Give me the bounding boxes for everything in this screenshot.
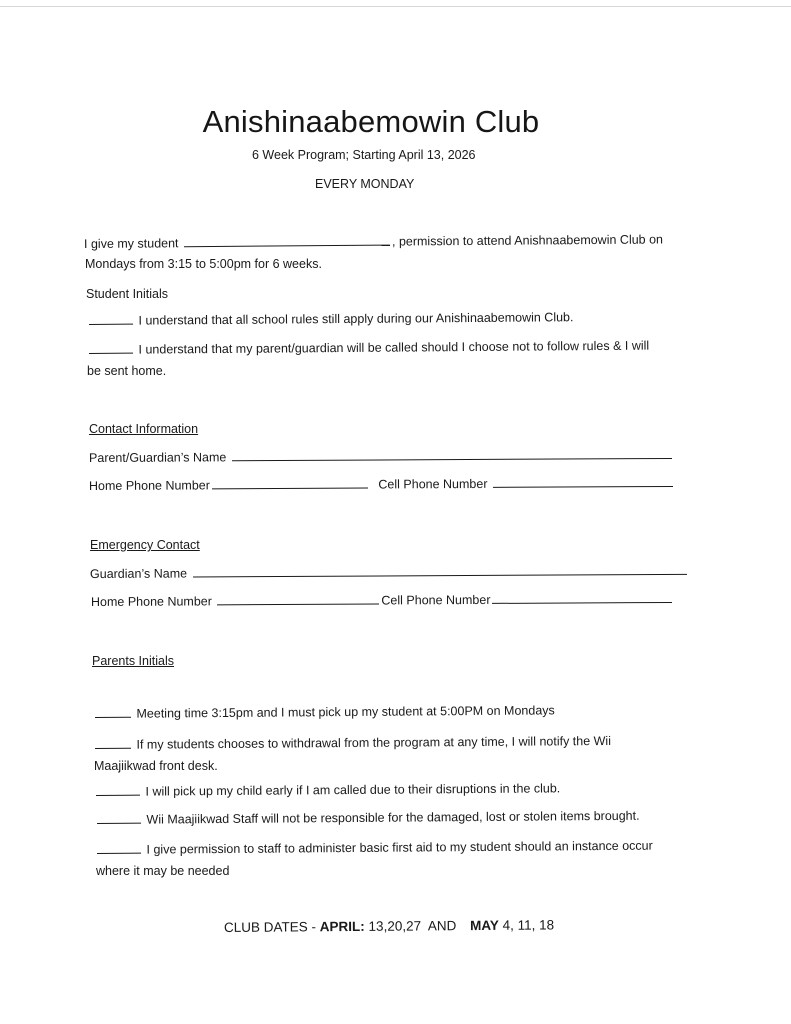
student-name-blank[interactable] bbox=[184, 234, 390, 248]
emergency-contact-heading: Emergency Contact bbox=[90, 538, 200, 552]
guardian-name-blank[interactable] bbox=[192, 563, 686, 578]
parent-initial-item-2 bbox=[93, 733, 611, 752]
parent-name-label: Parent/Guardian’s Name bbox=[88, 450, 227, 465]
permission-statement bbox=[84, 231, 663, 251]
parent-initial-text-5: I give permission to staff to administer basic first aid to my student should an instance occur bbox=[146, 838, 653, 857]
parent-initial-blank-1[interactable] bbox=[95, 706, 131, 718]
parent-initial-item-5 bbox=[95, 838, 653, 857]
april-dates: 13,20,27 AND bbox=[364, 918, 461, 934]
student-initial-blank-1[interactable] bbox=[89, 313, 133, 325]
may-label: MAY bbox=[470, 917, 499, 934]
parent-initial-item-5-cont: where it may be needed bbox=[96, 864, 230, 878]
student-initial-item-1 bbox=[87, 309, 574, 328]
parent-initial-text-1: Meeting time 3:15pm and I must pick up my student at 5:00PM on Mondays bbox=[136, 703, 555, 721]
parent-initial-blank-4[interactable] bbox=[97, 812, 141, 824]
student-initial-text-1: I understand that all school rules still apply during our Anishinaabemowin Club. bbox=[138, 310, 574, 328]
form-title: Anishinaabemowin Club bbox=[202, 104, 540, 139]
emergency-phone-row bbox=[91, 591, 675, 609]
parent-name-blank[interactable] bbox=[232, 447, 672, 461]
home-phone-label: Home Phone Number bbox=[88, 478, 210, 493]
emergency-home-phone-label: Home Phone Number bbox=[90, 594, 212, 609]
parent-initial-text-2: If my students chooses to withdrawal from the program at any time, I will notify the Wii bbox=[136, 733, 612, 752]
april-label: APRIL: bbox=[319, 918, 365, 935]
contact-information-heading: Contact Information bbox=[89, 422, 199, 436]
contact-phone-row bbox=[89, 475, 675, 493]
cell-phone-label: Cell Phone Number bbox=[378, 476, 488, 492]
emergency-cell-phone-label: Cell Phone Number bbox=[381, 592, 491, 608]
may-dates: 4, 11, 18 bbox=[498, 917, 555, 933]
parent-initial-blank-2[interactable] bbox=[95, 737, 131, 749]
parent-initial-item-3 bbox=[94, 780, 560, 799]
permission-prefix: I give my student bbox=[83, 236, 179, 251]
student-initial-blank-2[interactable] bbox=[89, 342, 133, 354]
emergency-cell-phone-blank[interactable] bbox=[492, 591, 672, 604]
parent-initial-blank-3[interactable] bbox=[96, 784, 140, 796]
parent-initial-text-3: I will pick up my child early if I am called due to their disruptions in the club. bbox=[145, 781, 561, 799]
club-dates bbox=[224, 917, 554, 935]
guardian-name-label: Guardian’s Name bbox=[89, 566, 188, 581]
parent-initial-item-1 bbox=[93, 702, 555, 721]
student-initial-text-2: I understand that my parent/guardian will be called should I choose not to follow rules & I will bbox=[138, 338, 650, 357]
student-initial-item-2 bbox=[87, 338, 649, 357]
parent-initial-text-4: Wii Maajiikwad Staff will not be responsible for the damaged, lost or stolen items brought. bbox=[146, 808, 640, 827]
parent-name-row bbox=[89, 447, 674, 465]
student-initials-heading: Student Initials bbox=[86, 287, 168, 301]
parent-initial-item-4 bbox=[95, 808, 640, 827]
cell-phone-blank[interactable] bbox=[493, 475, 673, 488]
parents-initials-heading: Parents Initials bbox=[92, 654, 174, 668]
emergency-home-phone-blank[interactable] bbox=[217, 592, 379, 605]
home-phone-blank[interactable] bbox=[212, 477, 368, 490]
club-dates-prefix: CLUB DATES - bbox=[223, 919, 320, 935]
program-subtitle: 6 Week Program; Starting April 13, 2026 bbox=[252, 148, 476, 162]
guardian-name-row bbox=[90, 563, 689, 581]
scan-top-edge bbox=[0, 6, 791, 7]
parent-initial-item-2-cont: Maajiikwad front desk. bbox=[94, 759, 218, 773]
permission-suffix: , permission to attend Anishnaabemowin Club on bbox=[391, 232, 664, 249]
parent-initial-blank-5[interactable] bbox=[97, 842, 141, 854]
permission-line-2: Mondays from 3:15 to 5:00pm for 6 weeks. bbox=[85, 257, 322, 271]
student-initial-item-2-cont: be sent home. bbox=[87, 364, 167, 378]
schedule-note: EVERY MONDAY bbox=[315, 177, 415, 191]
